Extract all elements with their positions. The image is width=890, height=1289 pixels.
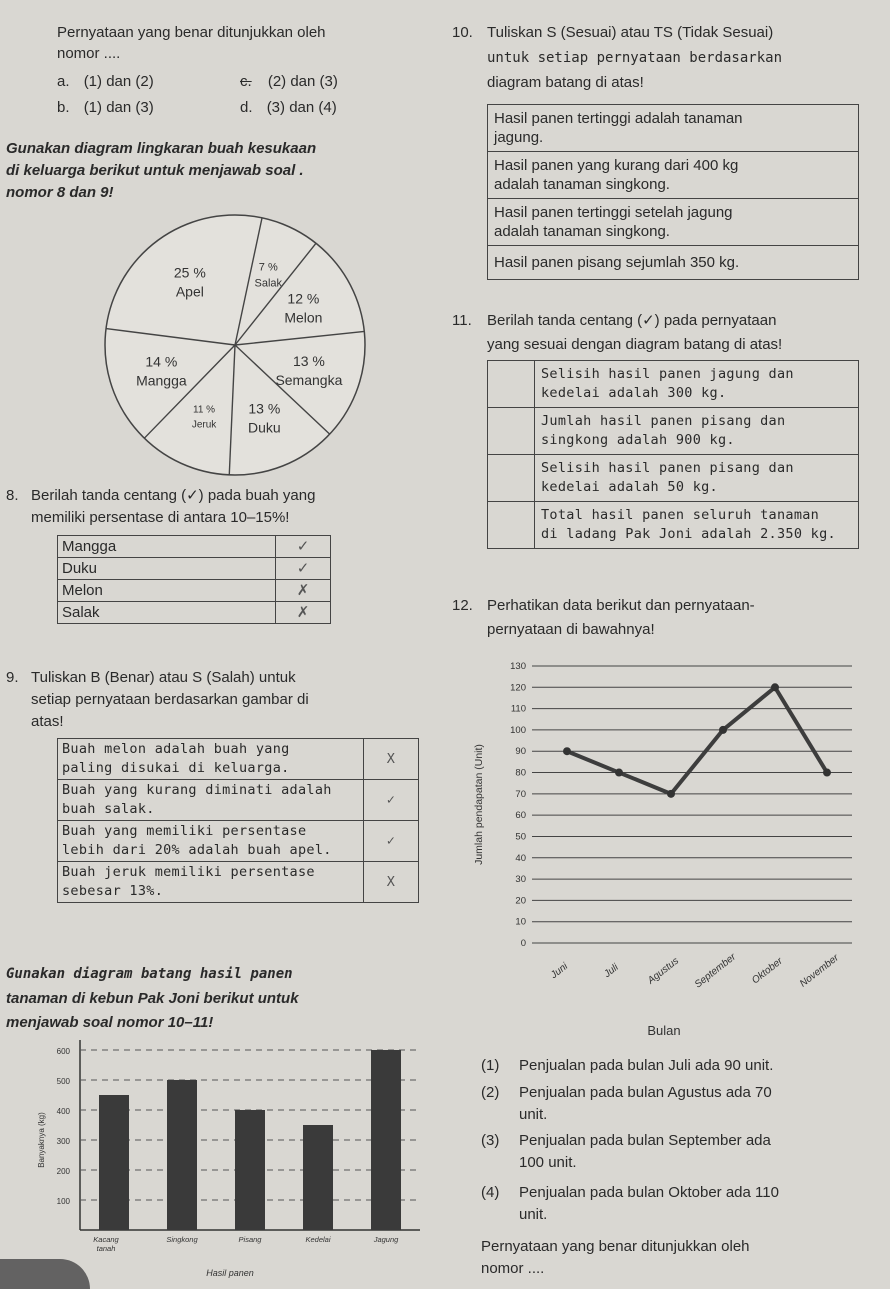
q12-statement: (1) Penjualan pada bulan Juli ada 90 unit. — [481, 1057, 774, 1074]
line-x-tick-label: Agustus — [645, 955, 682, 987]
q9-row — [58, 780, 419, 821]
bar — [99, 1095, 129, 1230]
bar-chart — [30, 1040, 430, 1285]
q8-row-label: Melon — [58, 580, 276, 602]
pie-slice-percent: 25 % — [173, 264, 206, 281]
q8-row — [58, 558, 331, 580]
line-y-tick-label: 20 — [515, 895, 526, 907]
bar-y-tick-label: 100 — [56, 1197, 70, 1206]
q11-row-text: Total hasil panen seluruh tanaman di ladang Pak Joni adalah 2.350 kg. — [535, 502, 859, 549]
q7-option-b — [57, 98, 154, 118]
bar — [303, 1125, 333, 1230]
q10-row-text: Hasil panen tertinggi setelah jagung adalah tanaman singkong. — [488, 199, 859, 246]
q7-option-b-text: (1) dan (3) — [83, 99, 154, 116]
q12-stem-line1: Perhatikan data berikut dan pernyataan- — [487, 597, 755, 614]
pie-slice-label: Apel — [175, 283, 204, 300]
q9-number: 9. — [6, 669, 19, 686]
line-y-tick-label: 0 — [520, 938, 526, 949]
bar-category-label: Pisang — [238, 1235, 262, 1244]
bar-category-label: Kacang — [93, 1235, 119, 1244]
q9-row — [58, 739, 419, 780]
pie-slice-label: Melon — [284, 309, 323, 326]
pie-slice-percent: 12 % — [287, 290, 320, 307]
q7-option-c-text: (2) dan (3) — [267, 73, 338, 90]
q11-checkbox[interactable] — [488, 502, 535, 549]
line-point — [771, 683, 779, 691]
q9-row-text: Buah yang kurang diminati adalah buah salak. — [58, 780, 364, 821]
bar-y-tick-label: 600 — [56, 1047, 70, 1056]
line-y-tick-label: 60 — [515, 810, 526, 822]
line-y-tick-label: 50 — [515, 831, 526, 843]
q11-row — [488, 502, 859, 549]
q11-row — [488, 455, 859, 502]
q12-stem-line2: pernyataan di bawahnya! — [487, 621, 655, 638]
q10-stem-line2: untuk setiap pernyataan berdasarkan — [487, 50, 783, 66]
q9-row — [58, 821, 419, 862]
q9-table — [57, 738, 419, 903]
q8-number: 8. — [6, 487, 19, 504]
q8-row-mark[interactable]: ✓ — [276, 536, 331, 558]
q10-number: 10. — [452, 24, 473, 41]
q7-option-c — [240, 72, 338, 92]
line-y-tick-label: 40 — [515, 852, 526, 864]
q9-row-mark[interactable]: X — [364, 862, 419, 903]
q8-table — [57, 535, 331, 624]
bar — [371, 1050, 401, 1230]
bar-y-axis-title: Banyaknya (kg) — [37, 1112, 46, 1168]
q7-option-d — [240, 98, 337, 118]
line-x-axis-title: Bulan — [647, 1023, 681, 1038]
q9-row-mark[interactable]: ✓ — [364, 780, 419, 821]
bar-category-label: Kedelai — [305, 1235, 331, 1244]
q8-row-label: Salak — [58, 602, 276, 624]
line-x-tick-label: September — [692, 951, 739, 991]
line-y-axis-title: Jumlah pendapatan (Unit) — [473, 744, 485, 865]
q9-stem-line1: Tuliskan B (Benar) atau S (Salah) untuk — [31, 669, 296, 686]
q9-stem-line3: atas! — [31, 713, 64, 730]
bar-y-tick-label: 300 — [56, 1137, 70, 1146]
q10-stem-line1: Tuliskan S (Sesuai) atau TS (Tidak Sesuai) — [487, 24, 774, 41]
q8-row — [58, 536, 331, 558]
pie-instruction-line3: nomor 8 dan 9! — [6, 184, 114, 201]
line-point — [719, 726, 727, 734]
line-x-tick-label: Juli — [602, 962, 621, 980]
q11-stem-line1: Berilah tanda centang (✓) pada pernyataan — [487, 312, 777, 329]
q8-stem-line2: memiliki persentase di antara 10–15%! — [31, 509, 290, 526]
q11-checkbox[interactable] — [488, 361, 535, 408]
q8-row — [58, 602, 331, 624]
q8-row-mark[interactable]: ✗ — [276, 580, 331, 602]
q10-row — [488, 246, 859, 280]
q10-row-text: Hasil panen tertinggi adalah tanaman jagung. — [488, 105, 859, 152]
bar — [167, 1080, 197, 1230]
bar-y-tick-label: 200 — [56, 1167, 70, 1176]
bar-y-tick-label: 500 — [56, 1077, 70, 1086]
bar-x-axis-title: Hasil panen — [206, 1268, 254, 1278]
bar-instruction-line1: Gunakan diagram batang hasil panen — [6, 966, 293, 982]
q10-row-text: Hasil panen pisang sejumlah 350 kg. — [488, 246, 859, 280]
q12-statement: (3) Penjualan pada bulan September ada — [481, 1132, 771, 1149]
pie-slice-label: Semangka — [275, 371, 343, 388]
q11-row-text: Selisih hasil panen jagung dan kedelai adalah 300 kg. — [535, 361, 859, 408]
pie-slice-label: Duku — [248, 419, 281, 436]
line-x-tick-label: November — [797, 952, 842, 990]
q12-statement: (4) Penjualan pada bulan Oktober ada 110 — [481, 1184, 779, 1201]
pie-instruction-line2: di keluarga berikut untuk menjawab soal . — [6, 162, 304, 179]
pie-slice-percent: 7 % — [258, 261, 278, 274]
q11-row — [488, 361, 859, 408]
q11-row-text: Selisih hasil panen pisang dan kedelai adalah 50 kg. — [535, 455, 859, 502]
q11-stem-line2: yang sesuai dengan diagram batang di atas! — [487, 336, 783, 353]
q7-stem-line1: Pernyataan yang benar ditunjukkan oleh — [57, 24, 326, 41]
q10-stem-line3: diagram batang di atas! — [487, 74, 644, 91]
line-y-tick-label: 70 — [515, 788, 526, 800]
q7-option-c-letter: c. — [240, 73, 252, 90]
line-series — [567, 687, 827, 794]
line-x-tick-label: Juni — [548, 961, 571, 982]
bar — [235, 1110, 265, 1230]
q9-row-text: Buah yang memiliki persentase lebih dari 20% adalah buah apel. — [58, 821, 364, 862]
pie-chart — [100, 205, 390, 485]
q8-row-mark[interactable]: ✗ — [276, 602, 331, 624]
pie-slice-percent: 13 % — [248, 400, 281, 417]
line-x-tick-label: Oktober — [750, 955, 785, 987]
line-y-tick-label: 100 — [510, 724, 526, 736]
pie-slice-label: Mangga — [136, 372, 187, 389]
photo-shadow — [0, 1259, 90, 1289]
pie-slice-label: Jeruk — [191, 419, 217, 431]
q8-row-label: Duku — [58, 558, 276, 580]
line-chart — [460, 660, 880, 1040]
q12-number: 12. — [452, 597, 473, 614]
q11-checkbox[interactable] — [488, 408, 535, 455]
q11-checkbox[interactable] — [488, 455, 535, 502]
q10-row-text: Hasil panen yang kurang dari 400 kg adalah tanaman singkong. — [488, 152, 859, 199]
q7-option-a — [57, 72, 154, 92]
q9-row-text: Buah melon adalah buah yang paling disukai di keluarga. — [58, 739, 364, 780]
line-y-tick-label: 80 — [515, 767, 526, 779]
q12-closing-line2: nomor .... — [481, 1260, 545, 1277]
q7-option-d-text: (3) dan (4) — [266, 99, 337, 116]
q11-table — [487, 360, 859, 549]
pie-slice-percent: 11 % — [193, 404, 216, 416]
bar-category-label: Singkong — [166, 1235, 198, 1244]
pie-slice-percent: 13 % — [292, 352, 325, 369]
q9-row-mark[interactable]: ✓ — [364, 821, 419, 862]
q7-option-d-letter: d. — [240, 99, 253, 116]
q8-row-label: Mangga — [58, 536, 276, 558]
q12-statement: (2) Penjualan pada bulan Agustus ada 70 — [481, 1084, 772, 1101]
line-y-tick-label: 30 — [515, 874, 526, 886]
q8-stem-line1: Berilah tanda centang (✓) pada buah yang — [31, 487, 316, 504]
q7-option-b-letter: b. — [57, 99, 70, 116]
q12-statement-cont: unit. — [519, 1206, 548, 1223]
line-y-tick-label: 120 — [510, 682, 526, 694]
line-point — [823, 769, 831, 777]
q11-row-text: Jumlah hasil panen pisang dan singkong adalah 900 kg. — [535, 408, 859, 455]
q8-row-mark[interactable]: ✓ — [276, 558, 331, 580]
q12-statement-cont: 100 unit. — [519, 1154, 577, 1171]
q9-row-mark[interactable]: X — [364, 739, 419, 780]
q10-row — [488, 199, 859, 246]
line-y-tick-label: 130 — [510, 661, 526, 672]
q11-number: 11. — [452, 312, 472, 329]
q9-row — [58, 862, 419, 903]
q7-stem-line2: nomor .... — [57, 45, 121, 62]
q10-table — [487, 104, 859, 280]
bar-category-label: tanah — [96, 1244, 116, 1253]
pie-instruction-line1: Gunakan diagram lingkaran buah kesukaan — [6, 140, 317, 157]
line-point — [667, 790, 675, 798]
line-point — [615, 769, 623, 777]
bar-instruction-line2: tanaman di kebun Pak Joni berikut untuk — [6, 990, 299, 1007]
q10-row — [488, 105, 859, 152]
q11-row — [488, 408, 859, 455]
bar-instruction-line3: menjawab soal nomor 10–11! — [6, 1014, 214, 1031]
q12-closing-line1: Pernyataan yang benar ditunjukkan oleh — [481, 1238, 750, 1255]
line-y-tick-label: 10 — [515, 916, 526, 928]
line-point — [563, 747, 571, 755]
q9-row-text: Buah jeruk memiliki persentase sebesar 13%. — [58, 862, 364, 903]
q7-option-a-letter: a. — [57, 73, 70, 90]
line-y-tick-label: 110 — [510, 703, 526, 715]
pie-slice-label: Salak — [254, 277, 283, 290]
q10-row — [488, 152, 859, 199]
pie-slice-percent: 14 % — [145, 353, 178, 370]
q7-option-a-text: (1) dan (2) — [83, 73, 154, 90]
q9-stem-line2: setiap pernyataan berdasarkan gambar di — [31, 691, 309, 708]
bar-category-label: Jagung — [373, 1235, 399, 1244]
line-y-tick-label: 90 — [515, 746, 526, 758]
bar-y-tick-label: 400 — [56, 1107, 70, 1116]
q12-statement-cont: unit. — [519, 1106, 548, 1123]
q8-row — [58, 580, 331, 602]
